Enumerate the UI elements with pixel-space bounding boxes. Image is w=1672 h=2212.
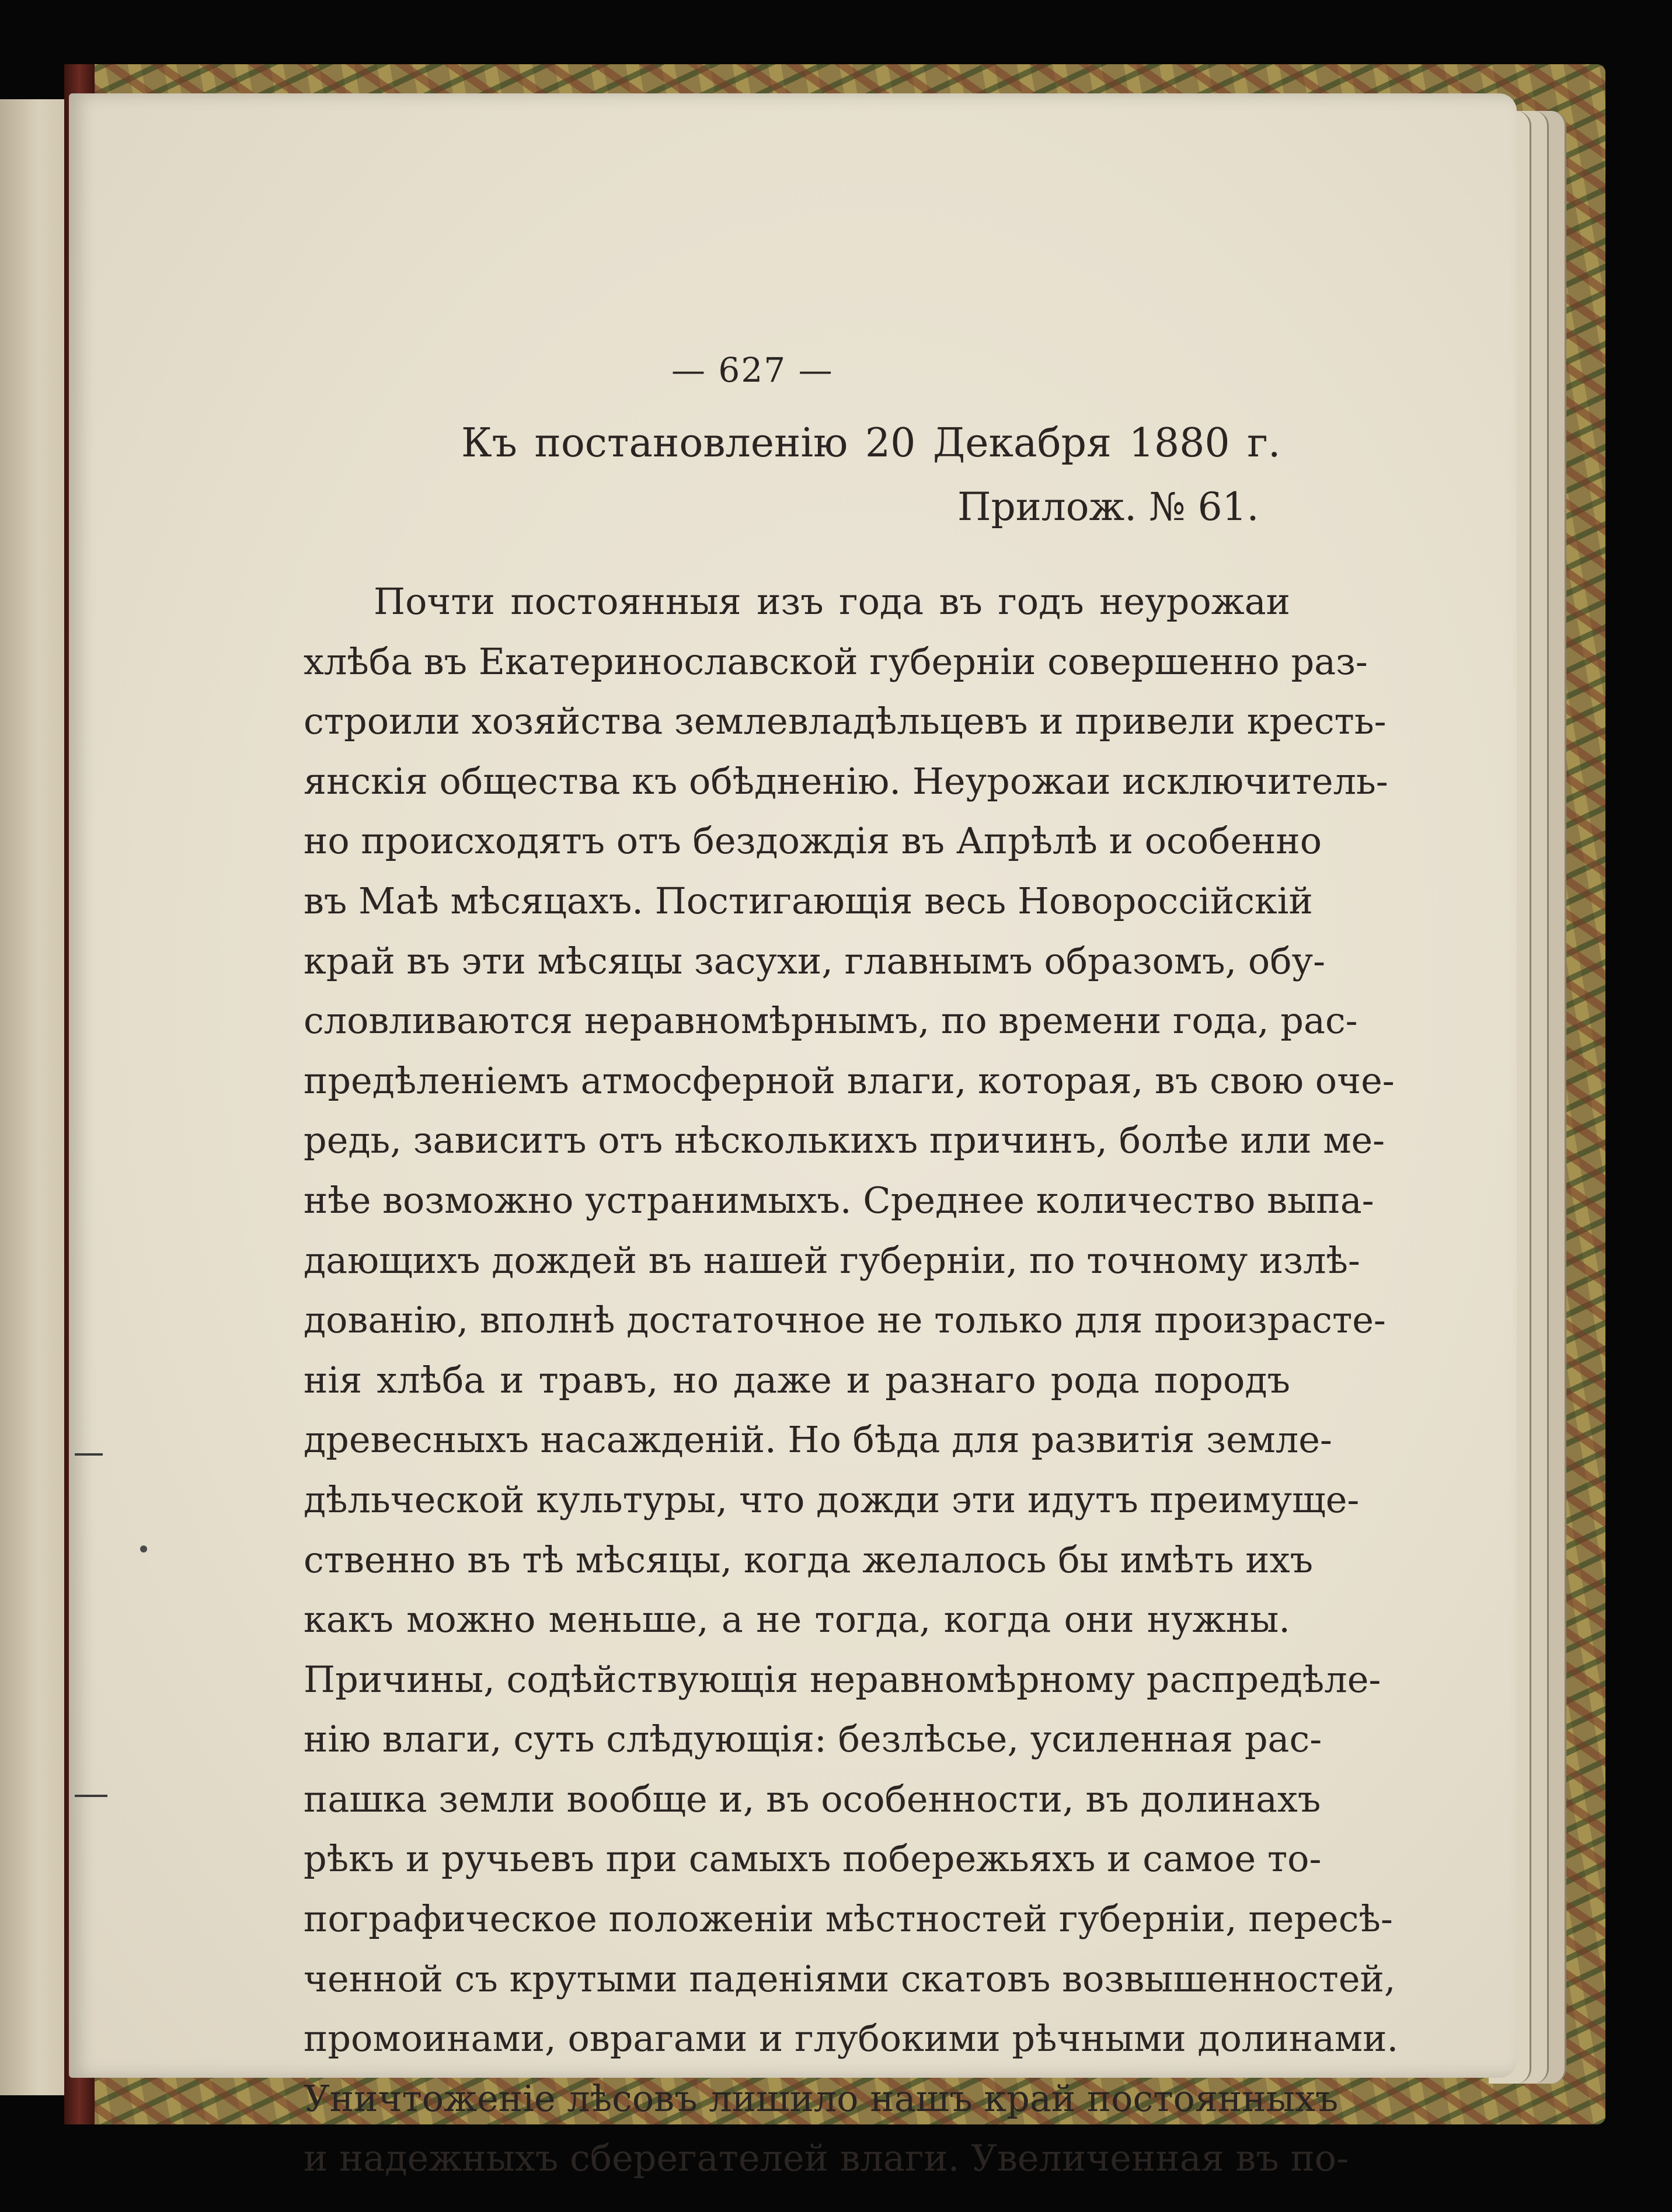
margin-mark	[75, 1453, 103, 1456]
text-line: предѣленіемъ атмосферной влаги, которая, въ свою оче-	[304, 1059, 1395, 1102]
text-line: нѣе возможно устранимыхъ. Среднее количество выпа-	[304, 1178, 1374, 1222]
text-line: древесныхъ насажденій. Но бѣда для развитія земле-	[304, 1418, 1332, 1461]
text-line: дающихъ дождей въ нашей губерніи, по точному излѣ-	[304, 1238, 1360, 1282]
text-line: какъ можно меньше, а не тогда, когда они нужны.	[304, 1598, 1290, 1641]
text-line: Уничтоженіе лѣсовъ лишило нашъ край постоянныхъ	[304, 2077, 1339, 2120]
text-line: дованію, вполнѣ достаточное не только для произрасте-	[304, 1299, 1386, 1342]
text-line: пашка земли вообще и, въ особенности, въ долинахъ	[304, 1777, 1321, 1820]
text-line: въ Маѣ мѣсяцахъ. Постигающія весь Новороссійскій	[304, 879, 1313, 922]
text-line: Почти постоянныя изъ года въ годъ неурожаи	[374, 580, 1290, 623]
text-line: нію влаги, суть слѣдующія: безлѣсье, усиленная рас-	[304, 1718, 1322, 1761]
text-line: но происходятъ отъ бездождія въ Апрѣлѣ и особенно	[304, 819, 1322, 863]
adjacent-page-edge	[0, 99, 70, 2095]
appendix-label: Прилож. № 61.	[957, 484, 1259, 529]
text-line: рѣкъ и ручьевъ при самыхъ побережьяхъ и самое то-	[304, 1837, 1322, 1880]
text-line: хлѣба въ Екатеринославской губерніи совершенно раз-	[304, 640, 1368, 683]
ink-speck	[140, 1545, 147, 1552]
body-text	[304, 572, 1399, 2189]
document-heading: Къ постановленію 20 Декабря 1880 г.	[461, 420, 1281, 466]
text-line: строили хозяйства землевладѣльцевъ и привели кресть-	[304, 700, 1387, 743]
margin-mark	[75, 1795, 107, 1797]
page-number: — 627 —	[671, 350, 834, 390]
text-line: словливаются неравномѣрнымъ, по времени года, рас-	[304, 999, 1358, 1042]
text-line: промоинами, оврагами и глубокими рѣчными долинами.	[304, 2017, 1399, 2060]
text-line: редь, зависитъ отъ нѣсколькихъ причинъ, болѣе или ме-	[304, 1119, 1385, 1162]
text-line: и надежныхъ сберегателей влаги. Увеличенная въ по-	[304, 2137, 1349, 2180]
text-line: дѣльческой культуры, что дожди эти идутъ преимуще-	[304, 1478, 1360, 1521]
text-line: ственно въ тѣ мѣсяцы, когда желалось бы имѣть ихъ	[304, 1538, 1314, 1581]
text-line: янскія общества къ обѣдненію. Неурожаи исключитель-	[304, 759, 1388, 803]
text-line: край въ эти мѣсяцы засухи, главнымъ образомъ, обу-	[304, 939, 1326, 982]
text-line: нія хлѣба и травъ, но даже и разнаго рода породъ	[304, 1358, 1290, 1401]
text-line: пографическое положеніи мѣстностей губерніи, пересѣ-	[304, 1897, 1393, 1941]
text-line: ченной съ крутыми паденіями скатовъ возвышенностей,	[304, 1957, 1396, 2000]
text-line: Причины, содѣйствующія неравномѣрному распредѣле-	[304, 1658, 1381, 1701]
